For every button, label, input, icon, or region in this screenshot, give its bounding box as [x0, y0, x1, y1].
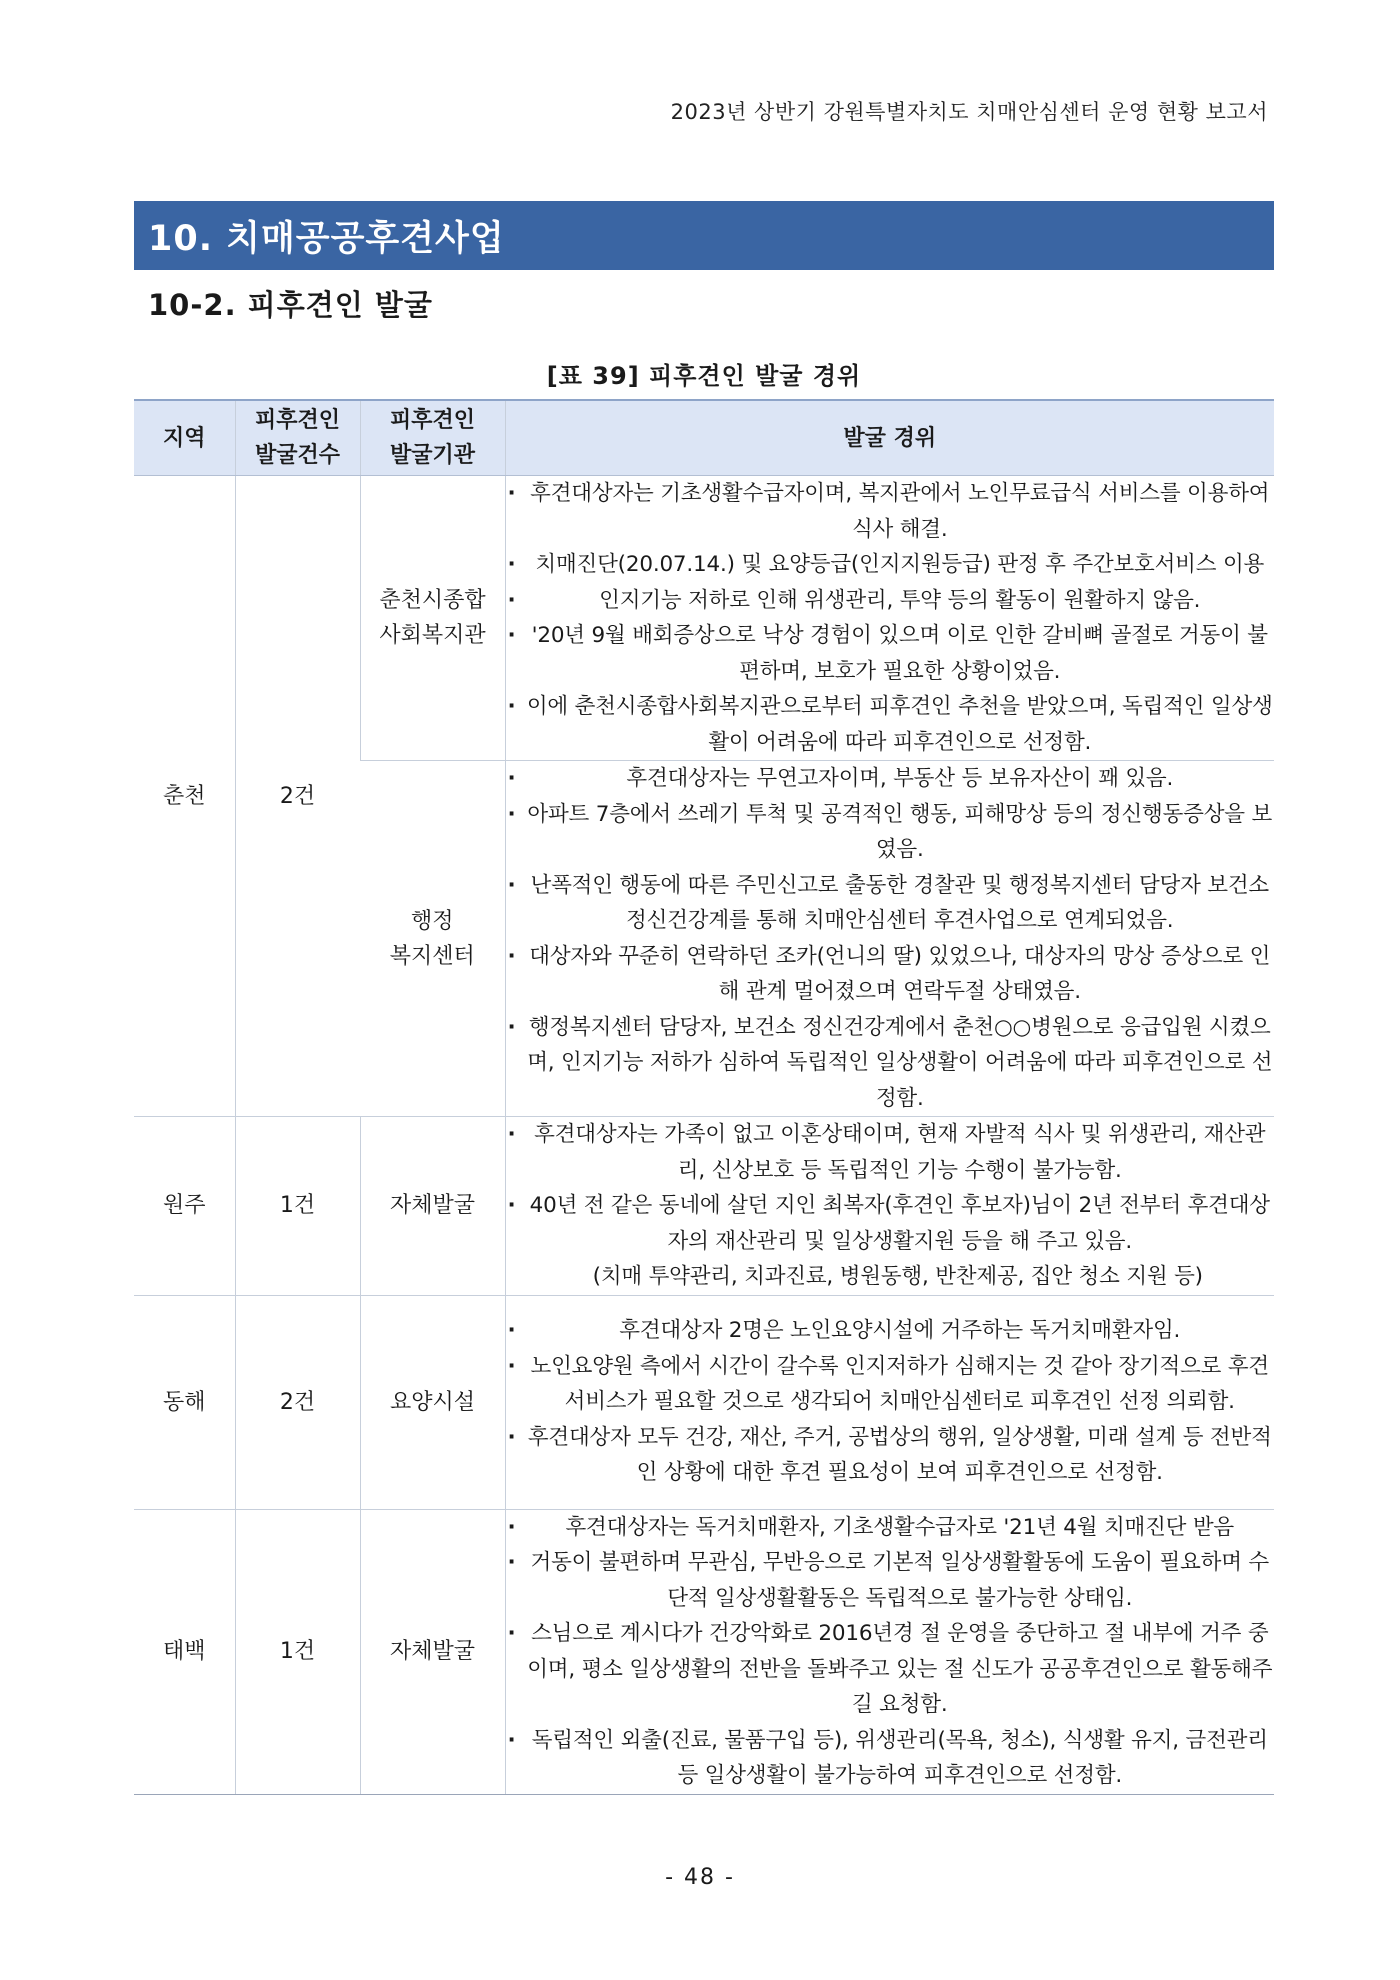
- history-item: · 이에 춘천시종합사회복지관으로부터 피후견인 추천을 받았으며, 독립적인 일상생활이 어려움에 따라 피후견인으로 선정함.: [506, 689, 1275, 760]
- count-cell: 2건: [235, 1295, 360, 1509]
- header-count: 피후견인 발굴건수: [235, 400, 360, 476]
- history-item: · 후견대상자 모두 건강, 재산, 주거, 공법상의 행위, 일상생활, 미래 설계 등 전반적인 상황에 대한 후견 필요성이 보여 피후견인으로 선정함.: [506, 1420, 1275, 1491]
- region-cell: 춘천: [134, 476, 235, 1117]
- history-list: [506, 761, 1275, 1116]
- history-item: · 난폭적인 행동에 따른 주민신고로 출동한 경찰관 및 행정복지센터 담당자 보건소 정신건강계를 통해 치매안심센터 후견사업으로 연계되었음.: [506, 868, 1275, 939]
- section-title-bar: [134, 201, 1274, 270]
- history-note: (치매 투약관리, 치과진료, 병원동행, 반찬제공, 집안 청소 지원 등): [592, 1264, 1203, 1289]
- history-item: · 행정복지센터 담당자, 보건소 정신건강계에서 춘천○○병원으로 응급입원 시켰으며, 인지기능 저하가 심하여 독립적인 일상생활이 어려움에 따라 피후견인으로 선정함.: [506, 1010, 1275, 1117]
- history-item: · 노인요양원 측에서 시간이 갈수록 인지저하가 심해지는 것 같아 장기적으로 후견서비스가 필요할 것으로 생각되어 치매안심센터로 피후견인 선정 의뢰함.: [506, 1349, 1275, 1420]
- history-item: · 후견대상자 2명은 노인요양시설에 거주하는 독거치매환자임.: [506, 1313, 1275, 1349]
- agency-cell: 자체발굴: [360, 1117, 505, 1296]
- count-cell: 2건: [235, 476, 360, 1117]
- table-header-row: [134, 400, 1274, 476]
- page-number: - 48 -: [665, 1865, 735, 1890]
- history-list: [506, 1313, 1275, 1491]
- table-row: [134, 1509, 1274, 1794]
- history-item: · 독립적인 외출(진료, 물품구입 등), 위생관리(목욕, 청소), 식생활 유지, 금전관리 등 일상생활이 불가능하여 피후견인으로 선정함.: [506, 1723, 1275, 1794]
- header-history: 발굴 경위: [505, 400, 1274, 476]
- history-item: · 대상자와 꾸준히 연락하던 조카(언니의 딸) 있었으나, 대상자의 망상 증상으로 인해 관계 멀어졌으며 연락두절 상태였음.: [506, 939, 1275, 1010]
- running-header: 2023년 상반기 강원특별자치도 치매안심센터 운영 현황 보고서: [670, 100, 1268, 124]
- history-item: · 아파트 7층에서 쓰레기 투척 및 공격적인 행동, 피해망상 등의 정신행동증상을 보였음.: [506, 797, 1275, 868]
- section-title: 10. 치매공공후견사업: [148, 218, 505, 259]
- subsection-title: 10-2. 피후견인 발굴: [148, 288, 433, 322]
- table-row: [134, 476, 1274, 761]
- history-cell: [505, 1509, 1274, 1794]
- table-row: [134, 1117, 1274, 1296]
- agency-cell: 행정 복지센터: [360, 761, 505, 1117]
- history-cell: [505, 761, 1274, 1117]
- agency-cell: 요양시설: [360, 1295, 505, 1509]
- history-item: · 후견대상자는 기초생활수급자이며, 복지관에서 노인무료급식 서비스를 이용하여 식사 해결.: [506, 476, 1275, 547]
- discovery-history-table: [134, 399, 1274, 1795]
- history-item: · 후견대상자는 독거치매환자, 기초생활수급자로 '21년 4월 치매진단 받음: [506, 1510, 1275, 1546]
- count-cell: 1건: [235, 1509, 360, 1794]
- history-cell: [505, 1117, 1274, 1296]
- header-agency: 피후견인 발굴기관: [360, 400, 505, 476]
- history-item: · 치매진단(20.07.14.) 및 요양등급(인지지원등급) 판정 후 주간보호서비스 이용: [506, 547, 1275, 583]
- history-cell: [505, 476, 1274, 761]
- history-item: · '20년 9월 배회증상으로 낙상 경험이 있으며 이로 인한 갈비뼈 골절로 거동이 불편하며, 보호가 필요한 상황이었음.: [506, 618, 1275, 689]
- history-item: · 40년 전 같은 동네에 살던 지인 최복자(후견인 후보자)님이 2년 전부터 후견대상자의 재산관리 및 일상생활지원 등을 해 주고 있음.: [506, 1188, 1275, 1259]
- table-caption: [표 39] 피후견인 발굴 경위: [546, 362, 862, 390]
- count-cell: 1건: [235, 1117, 360, 1296]
- history-list: [506, 1117, 1275, 1295]
- agency-cell: 춘천시종합 사회복지관: [360, 476, 505, 761]
- table-row: [134, 1295, 1274, 1509]
- agency-cell: 자체발굴: [360, 1509, 505, 1794]
- history-item: · 후견대상자는 무연고자이며, 부동산 등 보유자산이 꽤 있음.: [506, 761, 1275, 797]
- region-cell: 태백: [134, 1509, 235, 1794]
- history-item: · 인지기능 저하로 인해 위생관리, 투약 등의 활동이 원활하지 않음.: [506, 583, 1275, 619]
- history-list: [506, 1510, 1275, 1794]
- history-list: [506, 476, 1275, 760]
- history-item: · 스님으로 계시다가 건강악화로 2016년경 절 운영을 중단하고 절 내부에 거주 중이며, 평소 일상생활의 전반을 돌봐주고 있는 절 신도가 공공후견인으로 활동해주길 요청함.: [506, 1616, 1275, 1723]
- region-cell: 원주: [134, 1117, 235, 1296]
- region-cell: 동해: [134, 1295, 235, 1509]
- header-region: 지역: [134, 400, 235, 476]
- history-item: · 후견대상자는 가족이 없고 이혼상태이며, 현재 자발적 식사 및 위생관리, 재산관리, 신상보호 등 독립적인 기능 수행이 불가능함.: [506, 1117, 1275, 1188]
- history-cell: [505, 1295, 1274, 1509]
- history-item: · 거동이 불편하며 무관심, 무반응으로 기본적 일상생활활동에 도움이 필요하며 수단적 일상생활활동은 독립적으로 불가능한 상태임.: [506, 1545, 1275, 1616]
